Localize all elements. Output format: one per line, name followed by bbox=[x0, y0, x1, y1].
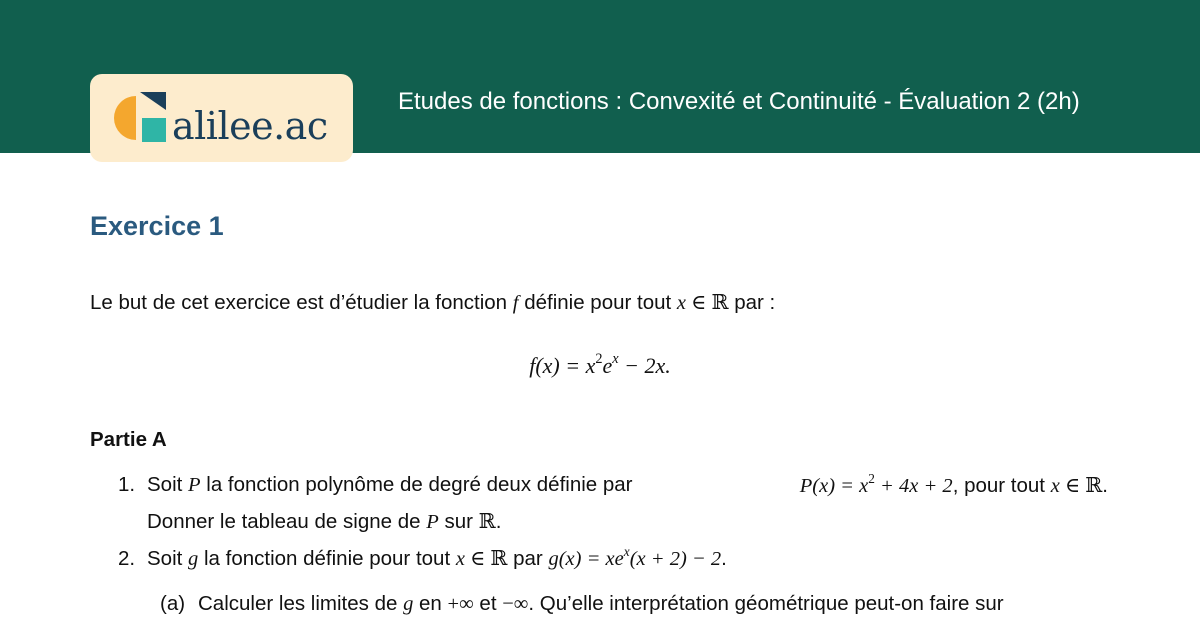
question-1-formula: $P(x) = x^2 + 4x + 2$, pour tout x ∈ ℝ. bbox=[799, 470, 1108, 497]
question-1-line2: Donner le tableau de signe de P sur ℝ. bbox=[147, 509, 502, 533]
document-title: Etudes de fonctions : Convexité et Continuité - Évaluation 2 (2h) bbox=[398, 88, 1080, 115]
header-banner bbox=[0, 0, 1200, 153]
galilee-logo-icon bbox=[110, 88, 170, 148]
question-2a: (a) Calculer les limites de g en +∞ et −∞. Qu’elle interprétation géométrique peut-on faire sur bbox=[160, 592, 1004, 615]
question-1-line1a: 1. Soit P la fonction polynôme de degré deux définie par bbox=[118, 473, 633, 496]
intro-text: Le but de cet exercice est d’étudier la fonction f définie pour tout x ∈ ℝ par : bbox=[90, 290, 776, 314]
partie-heading: Partie A bbox=[90, 428, 167, 451]
question-2: 2. Soit g la fonction définie pour tout x ∈ ℝ par $g(x) = xe^x(x + 2) - 2$. bbox=[118, 543, 727, 570]
question-1 bbox=[118, 471, 1108, 500]
logo-text: alilee.ac bbox=[172, 104, 328, 148]
logo[interactable] bbox=[90, 74, 353, 162]
exercise-title: Exercice 1 bbox=[90, 211, 224, 241]
display-formula: $f(x) = x^2e^x - 2x$. bbox=[529, 351, 671, 378]
